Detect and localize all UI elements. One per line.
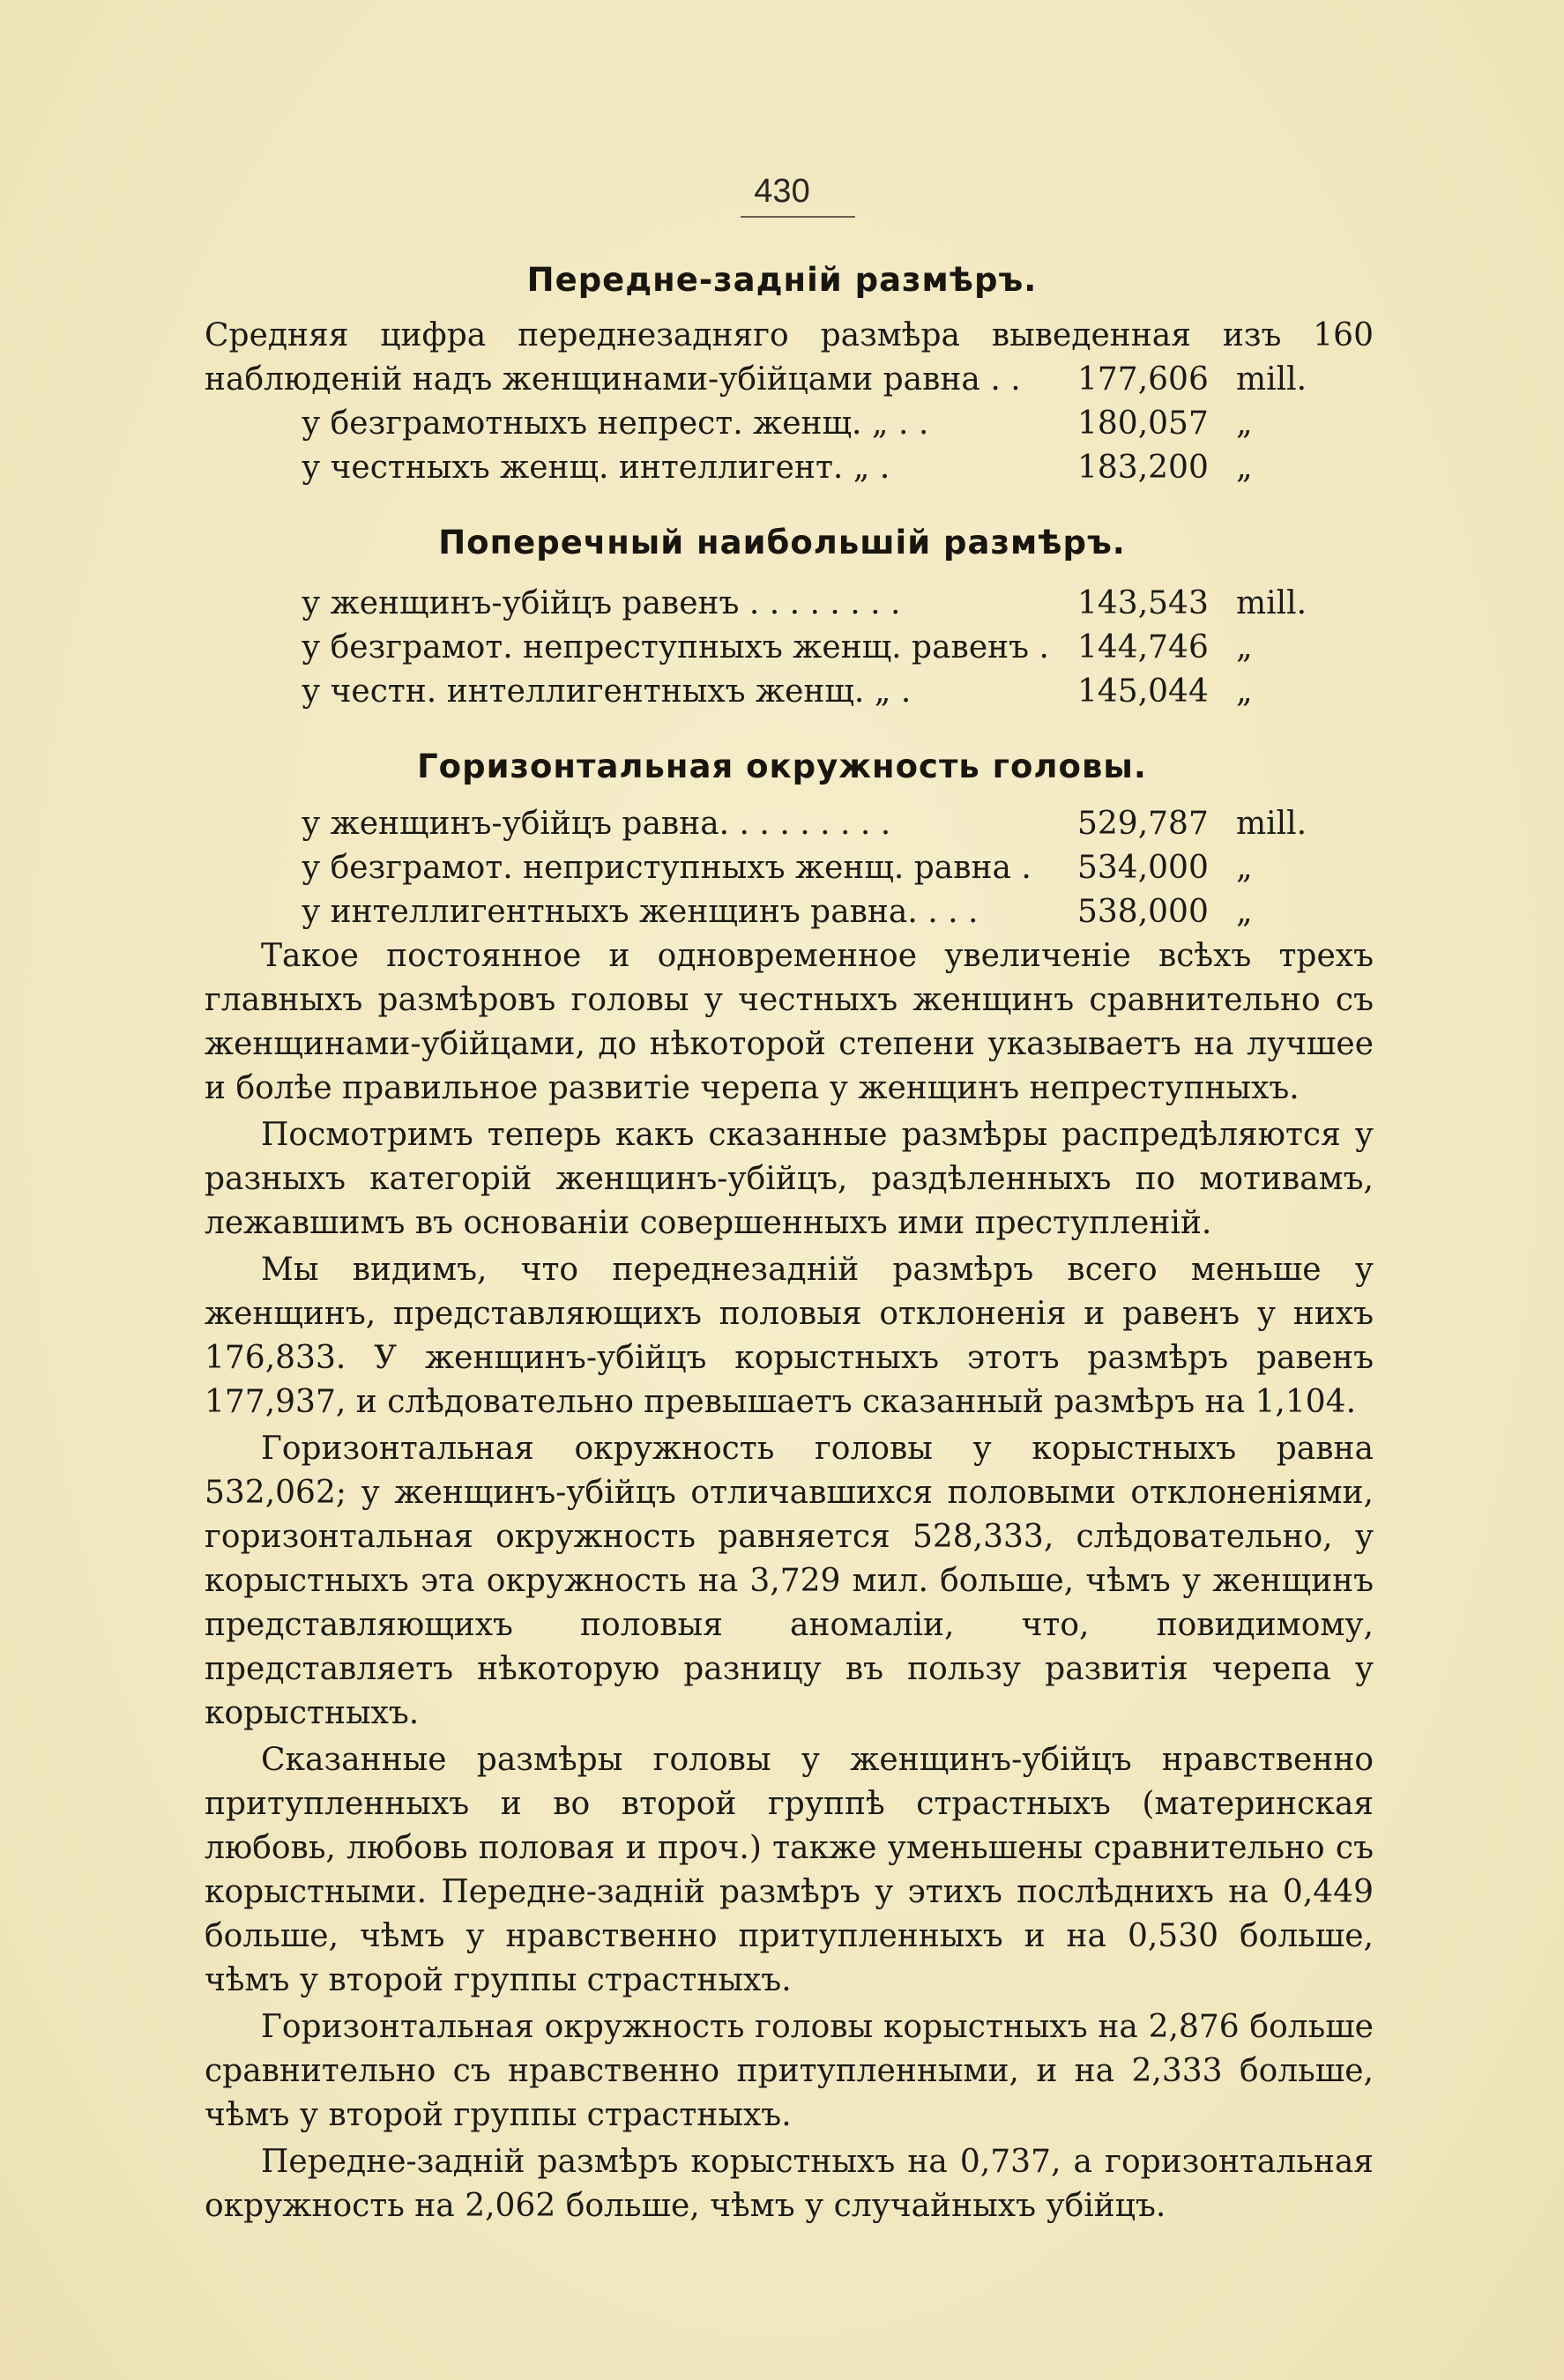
- measure-unit: mill.: [1236, 361, 1307, 398]
- measure-value: 144,746: [1077, 629, 1209, 666]
- measure-row: [205, 846, 1374, 890]
- measure-label: у честн. интеллигентныхъ женщ. „ .: [302, 673, 912, 710]
- measure-unit: „: [1236, 850, 1253, 886]
- measure-label: у безграмотныхъ непрест. женщ. „ . .: [302, 405, 929, 442]
- measure-unit: „: [1236, 894, 1253, 930]
- measure-label: у безграмот. непреступныхъ женщ. равенъ .: [302, 629, 1049, 666]
- measure-row: [205, 446, 1374, 490]
- paragraph: Передне-заднiй размѣръ корыстныхъ на 0,737, а горизонтальная окружность на 2,062 больше, чѣмъ у случайныхъ убiйцъ.: [205, 2144, 1374, 2224]
- measure-unit: mill.: [1236, 585, 1307, 621]
- measure-row: [205, 582, 1374, 626]
- measure-value: 145,044: [1077, 673, 1209, 710]
- measure-unit: mill.: [1236, 806, 1307, 842]
- body-text: [205, 934, 1374, 2231]
- paragraph: Такое постоянное и одновременное увеличенiе всѣхъ трехъ главныхъ размѣровъ головы у честныхъ женщинъ сравнительно съ женщинами-убiйцами, до нѣкоторой степени указываетъ на лучшее и болѣе правильное развитiе черепа у женщинъ непреступныхъ.: [205, 938, 1374, 1106]
- paragraph: Горизонтальная окружность головы корыстныхъ на 2,876 больше сравнительно съ нравственно притупленными, и на 2,333 больше, чѣмъ у второй группы страстныхъ.: [205, 2009, 1374, 2133]
- paragraph: Посмотримъ теперь какъ сказанные размѣры распредѣляются у разныхъ категорiй женщинъ-убiйцъ, раздѣленныхъ по мотивамъ, лежавшимъ въ основанiи совершенныхъ ими преступленiй.: [205, 1117, 1374, 1241]
- measure-label: у женщинъ-убiйцъ равна. . . . . . . . .: [302, 806, 891, 842]
- measure-label: у интеллигентныхъ женщинъ равна. . . .: [302, 894, 979, 930]
- paragraph: Горизонтальная окружность головы у корыстныхъ равна 532,062; у женщинъ-убiйцъ отличавшихся половыми отклоненiями, горизонтальная окружность равняется 528,333, слѣдовательно, у корыстныхъ эта окружность на 3,729 мил. больше, чѣмъ у женщинъ представляющихъ половыя аномалiи, что, повидимому, представляетъ нѣкоторую разницу въ пользу развитiя черепа у корыстныхъ.: [205, 1431, 1374, 1731]
- measure-unit: „: [1236, 629, 1253, 666]
- measure-label: у безграмот. неприступныхъ женщ. равна .: [302, 850, 1031, 886]
- measure-row: [205, 358, 1374, 402]
- measure-value: 534,000: [1077, 850, 1209, 886]
- paragraph: Сказанные размѣры головы у женщинъ-убiйцъ нравственно притупленныхъ и во второй группѣ страстныхъ (материнская любовь, любовь половая и проч.) также уменьшены сравнительно съ корыстными. Передне-заднiй размѣръ у этихъ послѣднихъ на 0,449 больше, чѣмъ у нравственно притупленныхъ и на 0,530 больше, чѣмъ у второй группы страстныхъ.: [205, 1742, 1374, 1998]
- heading-anteroposterior: Передне-заднiй размѣръ.: [526, 261, 1038, 299]
- section1-intro-line: Средняя цифра переднезадняго размѣра выведенная изъ 160: [205, 317, 1374, 353]
- measure-unit: „: [1236, 673, 1253, 710]
- measure-row: [205, 626, 1374, 670]
- measure-unit: „: [1236, 450, 1253, 486]
- measure-value: 183,200: [1077, 450, 1209, 486]
- measure-value: 143,543: [1077, 585, 1209, 621]
- measure-unit: „: [1236, 405, 1253, 442]
- page-number-rule: [741, 216, 855, 218]
- measure-label: у женщинъ-убiйцъ равенъ . . . . . . . .: [302, 585, 901, 621]
- heading-circumference: Горизонтальная окружность головы.: [417, 747, 1147, 785]
- measure-value: 177,606: [1077, 361, 1209, 398]
- measure-row: [205, 802, 1374, 846]
- measure-row: [205, 402, 1374, 446]
- section1-intro: [205, 314, 1374, 358]
- page-number: 430: [754, 173, 810, 210]
- heading-transverse: Поперечный наибольшiй размѣръ.: [438, 524, 1126, 562]
- paragraph: Мы видимъ, что переднезаднiй размѣръ всего меньше у женщинъ, представляющихъ половыя отклоненiя и равенъ у нихъ 176,833. У женщинъ-убiйцъ корыстныхъ этотъ размѣръ равенъ 177,937, и слѣдовательно превышаетъ сказанный размѣръ на 1,104.: [205, 1252, 1374, 1420]
- measure-value: 180,057: [1077, 405, 1209, 442]
- measure-label: у честныхъ женщ. интеллигент. „ .: [302, 450, 890, 486]
- measure-label: наблюденiй надъ женщинами-убiйцами равна . .: [205, 361, 1021, 398]
- measure-value: 529,787: [1077, 806, 1209, 842]
- measure-row: [205, 890, 1374, 934]
- measure-row: [205, 670, 1374, 714]
- measure-value: 538,000: [1077, 894, 1209, 930]
